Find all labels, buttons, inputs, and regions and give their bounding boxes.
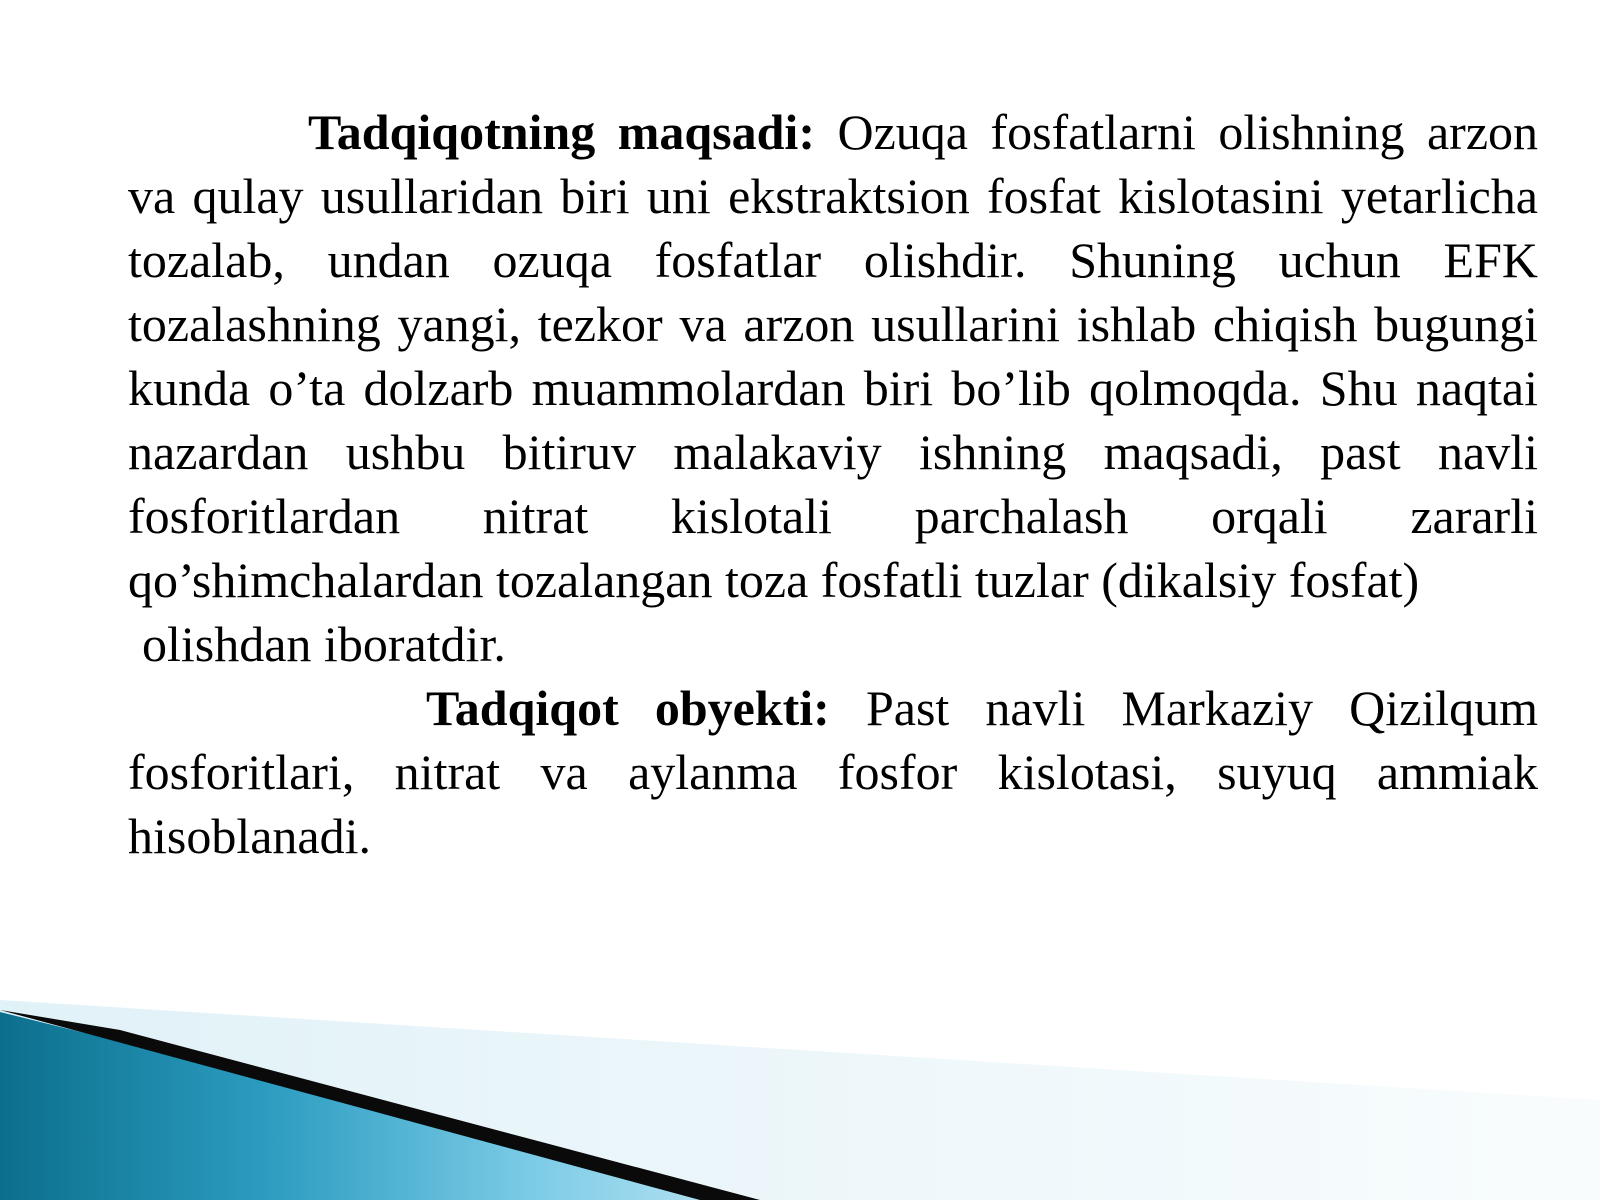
goal-paragraph [128,100,1538,676]
object-heading: Tadqiqot obyekti: [426,680,830,736]
object-text: Past navli Markaziy Qizilqum fosforitlari, nitrat va aylanma fosfor kislotasi, suyuq ammiak hisoblanadi. [128,680,1538,864]
goal-text-tail: olishdan iboratdir. [142,616,506,672]
goal-heading: Tadqiqotning maqsadi: [308,104,815,160]
slide-body [128,100,1538,868]
goal-text: Ozuqa fosfatlarni olishning arzon va qulay usullaridan biri uni ekstraktsion fosfat kislotasini yetarlicha tozalab, undan ozuqa fosfatlar olishdir. Shuning uchun EFK tozalashning yangi, tezkor va arzon usullarini ishlab chiqish bugungi kunda o’ta dolzarb muammolardan biri bo’lib qolmoqda. Shu naqtai nazardan ushbu bitiruv malakaviy ishning maqsadi, past navli fosforitlardan nitrat kislotali parchalash orqali zararli qo’shimchalardan tozalangan toza fosfatli tuzlar (dikalsiy fosfat) [128,104,1539,608]
object-paragraph [128,676,1538,868]
